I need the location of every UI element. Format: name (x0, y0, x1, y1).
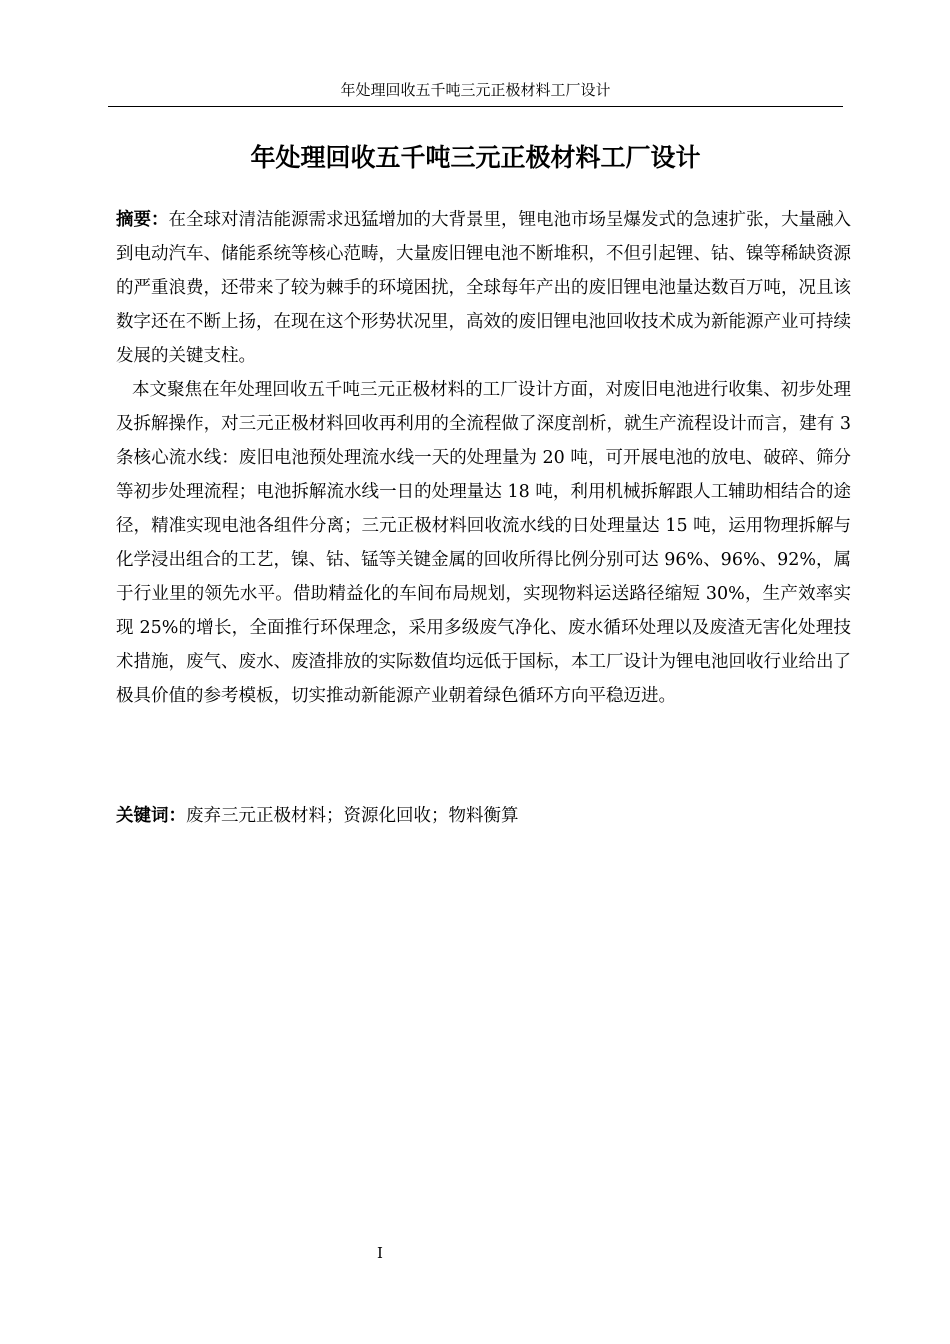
page-number: I (377, 1244, 383, 1262)
document-title: 年处理回收五千吨三元正极材料工厂设计 (250, 143, 701, 172)
running-header-title: 年处理回收五千吨三元正极材料工厂设计 (340, 81, 611, 99)
abstract-label: 摘要： (116, 210, 169, 230)
abstract-paragraph-2: 本文聚焦在年处理回收五千吨三元正极材料的工厂设计方面，对废旧电池进行收集、初步处理及拆解操作，对三元正极材料回收再利用的全流程做了深度剖析，就生产流程设计而言，建有 3 条核心流水线：废旧电池预处理流水线一天的处理量为 20 吨，可开展电池的放电、破碎、筛分等初步处理流程；电池拆解流水线一日的处理量达 18 吨，利用机械拆解跟人工辅助相结合的途径，精准实现电池各组件分离；三元正极材料回收流水线的日处理量达 15 吨，运用物理拆解与化学浸出组合的工艺，镍、钴、锰等关键金属的回收所得比例分别可达 96%、96%、92%，属于行业里的领先水平。借助精益化的车间布局规划，实现物料运送路径缩短 30%，生产效率实现 25%的增长，全面推行环保理念，采用多级废气净化、废水循环处理以及废渣无害化处理技术措施，废气、废水、废渣排放的实际数值均远低于国标，本工厂设计为锂电池回收行业给出了极具价值的参考模板，切实推动新能源产业朝着绿色循环方向平稳迈进。 (116, 380, 851, 706)
keywords-text: 废弃三元正极材料；资源化回收；物料衡算 (186, 806, 519, 826)
abstract-text-1: 在全球对清洁能源需求迅猛增加的大背景里，锂电池市场呈爆发式的急速扩张，大量融入到电动汽车、储能系统等核心范畴，大量废旧锂电池不断堆积，不但引起锂、钴、镍等稀缺资源的严重浪费，还带来了较为棘手的环境困扰，全球每年产出的废旧锂电池量达数百万吨，况且该数字还在不断上扬，在现在这个形势状况里，高效的废旧锂电池回收技术成为新能源产业可持续发展的关键支柱。 (116, 210, 851, 366)
abstract-section (116, 203, 851, 713)
keywords-line (116, 799, 836, 833)
keywords-label: 关键词： (116, 806, 186, 826)
abstract-paragraph-1 (116, 203, 851, 373)
running-header (108, 80, 843, 107)
